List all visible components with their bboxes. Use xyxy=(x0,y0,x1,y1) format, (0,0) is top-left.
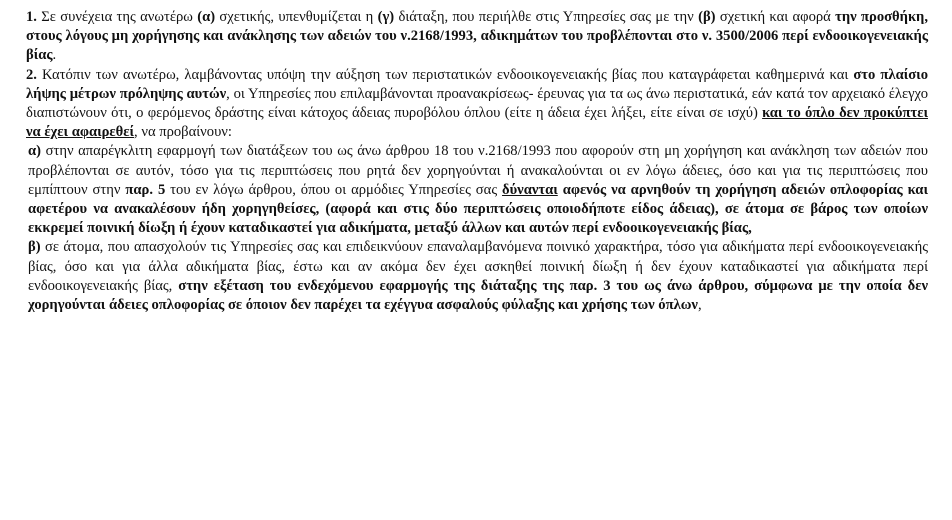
list-item-b xyxy=(26,238,928,315)
underlined-emphasis-text: δύνανται xyxy=(502,181,558,198)
paragraph-text: , να προβαίνουν: xyxy=(134,124,232,141)
paragraph-1 xyxy=(26,8,928,66)
list-item-a xyxy=(26,142,928,238)
paragraph-text: Σε συνέχεια της ανωτέρω xyxy=(36,9,198,25)
reference-g: (γ) xyxy=(377,9,395,25)
emphasis-text: παρ. 5 xyxy=(125,181,166,198)
paragraph-text: . xyxy=(52,47,57,64)
paragraph-text: Κατόπιν των ανωτέρω, λαμβάνοντας υπόψη την αύξηση των περιστατικών ενδοοικογενειακής βίας που καταγράφεται καθημερινά και xyxy=(36,66,854,83)
paragraph-text: διάταξη, που περιήλθε στις Υπηρεσίες σας με την xyxy=(394,9,699,25)
list-item-text: στην απαρέγκλιτη εφαρμογή των διατάξεων του ως άνω άρθρου 18 του ν.2168/1993 που αφορούν στη μη χορήγηση και ανάκληση των αδειών που προβλέπονται σε αυτόν, τόσο για τις περιπτώσεις που ρητά δεν χορηγούνται ή ανακαλούνται οι εν λόγω άδειες, όσο και για τις περιπτώσεις που εμπίπτουν στην xyxy=(28,143,928,198)
paragraph-number: 2. xyxy=(26,66,37,83)
emphasis-text: στην εξέταση του ενδεχόμενου εφαρμογής της διάταξης της παρ. 3 του ως άνω άρθρου, σύμφωνα με την οποία δεν χορηγούνται άδειες οπλοφορίας σε όποιον δεν παρέχει τα εχέγγυα ασφαλούς φύλαξης και χρήσης των όπλων xyxy=(28,277,928,314)
paragraph-text: , οι Υπηρεσίες που επιλαμβάνονται προανακρίσεως- έρευνας για τα ως άνω περιστατικά, εάν κατά τον αρχειακό έλεγχο διαπιστώνουν ότι, ο φερόμενος δράστης είναι κάτοχος άδειας πυροβόλου όπλου (είτε η άδεια έχει λήξει, είτε είναι σε ισχύ) xyxy=(26,85,929,122)
emphasis-text: στο πλαίσιο λήψης μέτρων πρόληψης αυτών xyxy=(26,66,928,102)
reference-a: (α) xyxy=(197,9,216,25)
reference-b: (β) xyxy=(698,9,716,25)
paragraph-number: 1. xyxy=(26,9,37,25)
paragraph-2 xyxy=(26,66,928,143)
list-item-text: σε άτομα, που απασχολούν τις Υπηρεσίες σας και επιδεικνύουν επαναλαμβανόμενα ποινικό χαρακτήρα, τόσο για αδικήματα περί ενδοοικογενειακής βίας, όσο και για άλλα αδικήματα βίας, έστω και αν ακόμα δεν έχει ασκηθεί ποινική δίωξη ή δεν έχουν καταδικαστεί για αδικήματα περί ενδοοικογενειακής βίας, xyxy=(28,239,928,294)
emphasis-text: την προσθήκη, στους λόγους μη χορήγησης και ανάκλησης των αδειών του ν.2168/1993, αδικημάτων του προβλέπονται στο ν. 3500/2006 περί ενδοοικογενειακής βίας xyxy=(26,9,928,64)
paragraph-text: σχετικής, υπενθυμίζεται η xyxy=(215,9,378,25)
list-item-text: του εν λόγω άρθρου, όπου οι αρμόδιες Υπηρεσίες σας xyxy=(165,181,503,198)
underlined-emphasis-text: και το όπλο δεν προκύπτει να έχει αφαιρεθεί xyxy=(26,105,928,141)
list-item-text: , xyxy=(697,297,702,314)
list-item-label: α) xyxy=(28,143,42,160)
paragraph-text: σχετική και αφορά xyxy=(715,9,836,25)
list-item-label: β) xyxy=(28,239,41,256)
emphasis-text: αφενός να αρνηθούν τη χορήγηση αδειών οπλοφορίας και αφετέρου να ανακαλέσουν ήδη χορηγηθείσες, (αφορά και στις δύο περιπτώσεις οποιοδήποτε είδος άδειας), σε άτομα σε βάρος των οποίων εκκρεμεί ποινική δίωξη ή έχουν καταδικαστεί για αδικήματα, μεταξύ άλλων και αυτών περί ενδοοικογενειακής βίας, xyxy=(28,181,928,237)
